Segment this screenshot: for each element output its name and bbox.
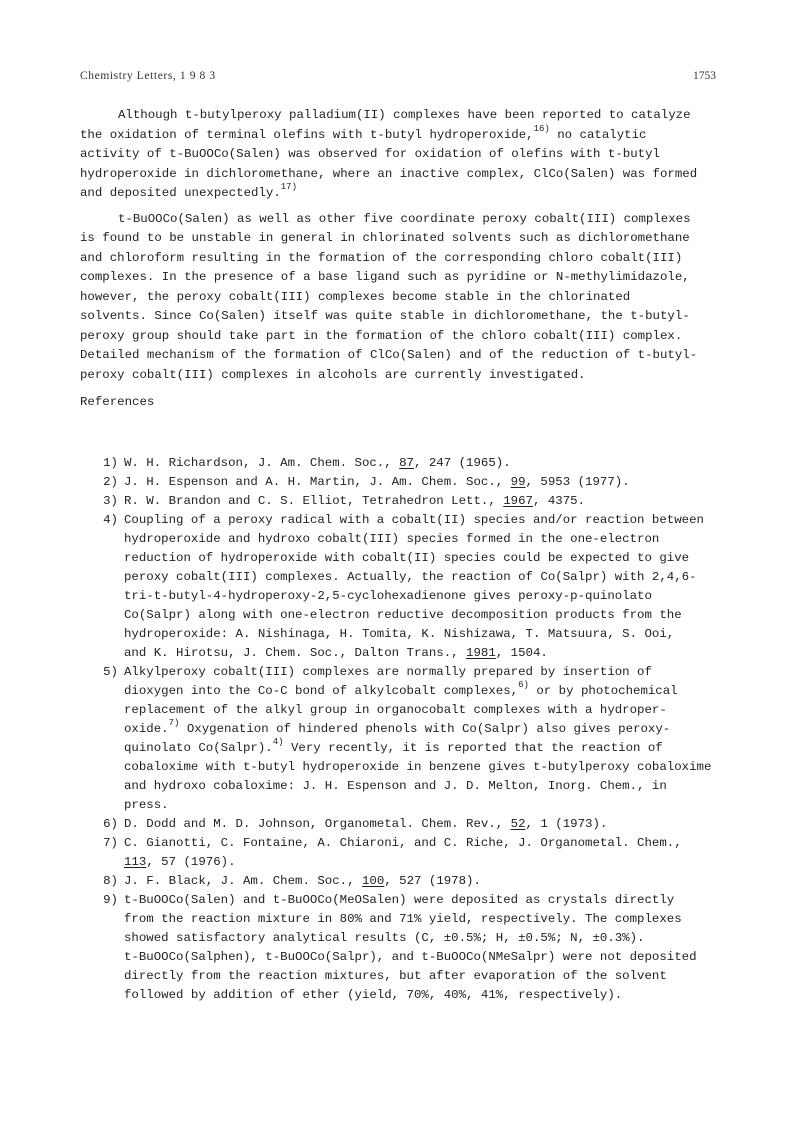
reference-line: reduction of hydroperoxide with cobalt(II) species could be expected to give <box>124 551 690 565</box>
reference-item <box>80 891 730 1005</box>
reference-item <box>80 663 730 815</box>
reference-number: 2) <box>103 475 118 489</box>
reference-number: 3) <box>103 494 118 508</box>
paragraph-1 <box>80 106 720 204</box>
reference-item <box>80 454 730 473</box>
reference-line <box>124 492 730 511</box>
text-line: Although t-butylperoxy palladium(II) complexes have been reported to catalyze <box>118 108 691 122</box>
text-span: , 1504. <box>495 646 548 660</box>
volume-number: 99 <box>510 475 526 489</box>
reference-item <box>80 815 730 834</box>
citation-superscript: 17) <box>280 182 297 192</box>
citation-superscript: 7) <box>168 718 180 728</box>
reference-line: Coupling of a peroxy radical with a cobalt(II) species and/or reaction between <box>124 513 704 527</box>
text-span: , 1 (1973). <box>525 817 608 831</box>
text-line: is found to be unstable in general in chlorinated solvents such as dichloromethane <box>80 231 690 245</box>
citation-superscript: 6) <box>518 680 529 690</box>
reference-line <box>124 454 730 473</box>
volume-number: 113 <box>124 855 147 869</box>
citation-superscript: 16) <box>533 123 550 134</box>
reference-line: t-BuOOCo(Salen) and t-BuOOCo(MeOSalen) were deposited as crystals directly <box>124 893 675 907</box>
text-line <box>80 184 720 204</box>
reference-line: replacement of the alkyl group in organocobalt complexes with a hydroper- <box>124 703 667 717</box>
paragraph-2 <box>80 210 720 386</box>
text-line: Detailed mechanism of the formation of ClCo(Salen) and of the reduction of t-butyl- <box>80 348 698 362</box>
reference-line <box>124 682 730 701</box>
citation-superscript: 4) <box>272 737 284 747</box>
text-span: or by photochemical <box>528 684 678 698</box>
text-line <box>80 123 720 146</box>
reference-number: 1) <box>103 456 118 470</box>
text-line: peroxy group should take part in the formation of the chloro cobalt(III) complex. <box>80 328 683 343</box>
text-line: t-BuOOCo(Salen) as well as other five coordinate peroxy cobalt(III) complexes <box>118 211 691 226</box>
reference-line: from the reaction mixture in 80% and 71% yield, respectively. The complexes <box>124 912 682 926</box>
text-span: Very recently, it is reported that the reaction of <box>283 741 663 755</box>
reference-item <box>80 834 730 872</box>
volume-number: 1981 <box>466 646 496 660</box>
text-span: J. H. Espenson and A. H. Martin, J. Am. Chem. Soc., <box>124 475 511 489</box>
reference-line <box>124 644 730 663</box>
reference-line: peroxy cobalt(III) complexes. Actually, the reaction of Co(Salpr) with 2,4,6- <box>124 570 697 584</box>
reference-line <box>124 473 730 492</box>
volume-number: 100 <box>361 874 385 888</box>
reference-line: t-BuOOCo(Salphen), t-BuOOCo(Salpr), and t-BuOOCo(NMeSalpr) were not deposited <box>124 950 697 964</box>
reference-line: tri-t-butyl-4-hydroperoxy-2,5-cyclohexadienone gives peroxy-p-quinolato <box>124 589 652 603</box>
reference-item <box>80 492 730 511</box>
reference-line <box>124 872 730 891</box>
reference-line: showed satisfactory analytical results (C, ±0.5%; H, ±0.5%; N, ±0.3%). <box>124 931 645 945</box>
reference-line: Co(Salpr) along with one-electron reductive decomposition products from the <box>124 608 682 622</box>
text-line: complexes. In the presence of a base ligand such as pyridine or N-methylimidazole, <box>80 270 690 284</box>
reference-item <box>80 872 730 891</box>
body-text <box>80 106 720 391</box>
reference-line: hydroperoxide and hydroxo cobalt(III) species formed in the one-electron <box>124 532 660 546</box>
references-heading: References <box>80 395 155 409</box>
text-span: oxide. <box>124 722 169 736</box>
reference-line: hydroperoxide: A. Nishinaga, H. Tomita, K. Nishizawa, T. Matsuura, S. Ooi, <box>124 627 675 641</box>
reference-line: directly from the reaction mixtures, but after evaporation of the solvent <box>124 969 667 983</box>
reference-item <box>80 473 730 492</box>
volume-number: 52 <box>510 817 526 831</box>
text-span: and deposited unexpectedly. <box>80 186 281 200</box>
references-list <box>80 454 730 1005</box>
reference-line <box>124 853 730 872</box>
text-span: the oxidation of terminal olefins with t-butyl hydroperoxide, <box>80 127 534 142</box>
reference-number: 7) <box>103 836 118 850</box>
reference-line <box>124 720 730 739</box>
reference-number: 5) <box>103 665 118 679</box>
text-span: , 57 (1976). <box>146 855 236 869</box>
text-span: J. F. Black, J. Am. Chem. Soc., <box>124 874 362 888</box>
text-span: quinolato Co(Salpr). <box>124 741 273 755</box>
text-span: , 247 (1965). <box>414 456 511 470</box>
reference-number: 8) <box>103 874 118 888</box>
volume-number: 87 <box>399 456 414 470</box>
text-span: no catalytic <box>549 127 647 142</box>
journal-name: Chemistry Letters, 1 9 8 3 <box>80 70 216 82</box>
reference-line: followed by addition of ether (yield, 70%, 40%, 41%, respectively). <box>124 988 623 1002</box>
text-line: activity of t-BuOOCo(Salen) was observed for oxidation of olefins with t-butyl <box>80 147 660 161</box>
reference-line: cobaloxime with t-butyl hydroperoxide in benzene gives t-butylperoxy cobaloxime <box>124 760 712 774</box>
reference-line <box>124 815 730 834</box>
text-span: , 527 (1978). <box>384 874 481 888</box>
reference-line: press. <box>124 798 169 812</box>
reference-number: 4) <box>103 513 118 527</box>
text-line: however, the peroxy cobalt(III) complexes become stable in the chlorinated <box>80 289 631 304</box>
reference-line: C. Gianotti, C. Fontaine, A. Chiaroni, and C. Riche, J. Organometal. Chem., <box>124 836 682 850</box>
text-line: and chloroform resulting in the formation of the corresponding chloro cobalt(III) <box>80 250 683 265</box>
text-span: dioxygen into the Co-C bond of alkylcobalt complexes, <box>124 684 519 698</box>
reference-line <box>124 739 730 758</box>
reference-line: and hydroxo cobaloxime: J. H. Espenson and J. D. Melton, Inorg. Chem., in <box>124 779 667 793</box>
volume-number: 1967 <box>503 494 533 508</box>
text-span: Oxygenation of hindered phenols with Co(Salpr) also gives peroxy- <box>179 722 671 736</box>
reference-item <box>80 511 730 663</box>
text-line: peroxy cobalt(III) complexes in alcohols are currently investigated. <box>80 367 586 382</box>
text-line: hydroperoxide in dichloromethane, where an inactive complex, ClCo(Salen) was formed <box>80 166 698 181</box>
reference-number: 6) <box>103 817 118 831</box>
text-span: , 5953 (1977). <box>525 475 630 489</box>
text-span: R. W. Brandon and C. S. Elliot, Tetrahedron Lett., <box>124 494 504 508</box>
reference-number: 9) <box>103 893 118 907</box>
text-span: D. Dodd and M. D. Johnson, Organometal. Chem. Rev., <box>124 817 511 831</box>
text-span: and K. Hirotsu, J. Chem. Soc., Dalton Trans., <box>124 646 467 660</box>
text-span: , 4375. <box>532 494 586 508</box>
text-span: W. H. Richardson, J. Am. Chem. Soc., <box>124 456 400 470</box>
page-number: 1753 <box>693 70 716 82</box>
reference-line: Alkylperoxy cobalt(III) complexes are normally prepared by insertion of <box>124 665 652 679</box>
text-line: solvents. Since Co(Salen) itself was quite stable in dichloromethane, the t-butyl- <box>80 309 690 323</box>
